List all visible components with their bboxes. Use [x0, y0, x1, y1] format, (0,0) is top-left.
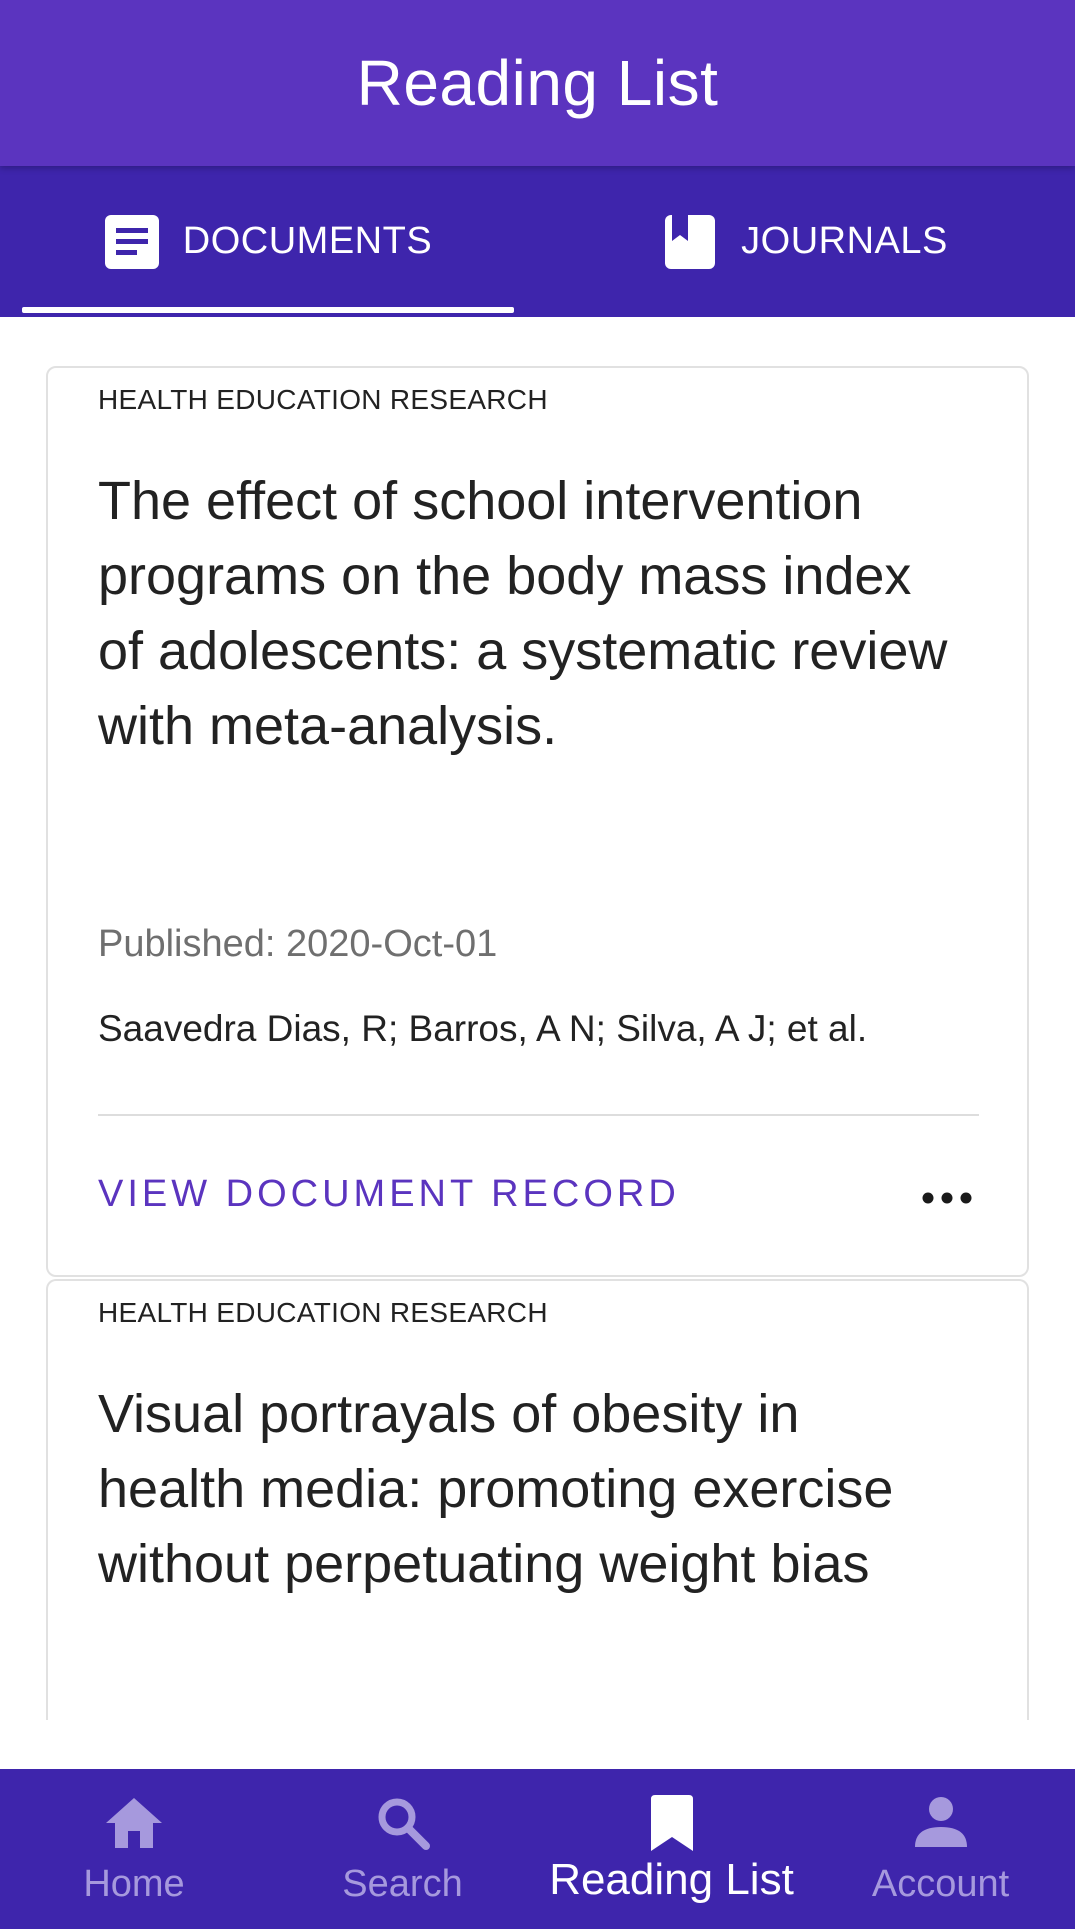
bottom-navigation: [0, 1769, 1075, 1929]
nav-item-search[interactable]: [268, 1769, 537, 1929]
tab-journals[interactable]: [537, 166, 1074, 317]
view-document-record-button[interactable]: VIEW DOCUMENT RECORD: [98, 1173, 680, 1215]
published-date: Published: 2020-Oct-01: [98, 923, 498, 965]
nav-label-home: Home: [83, 1863, 185, 1905]
account-icon: [911, 1795, 971, 1851]
tab-documents[interactable]: [0, 166, 537, 317]
card-divider: [98, 1114, 979, 1116]
document-list: [0, 317, 1075, 1720]
bookmark-book-icon: [663, 215, 717, 269]
tab-journals-label: JOURNALS: [741, 220, 948, 262]
page-title: Reading List: [356, 47, 719, 119]
document-card: [46, 366, 1029, 1277]
document-card: [46, 1279, 1029, 1720]
document-title: The effect of school intervention programs on the body mass index of adolescents: a systematic review with meta-analysis.: [98, 471, 948, 756]
nav-label-reading-list: Reading List: [549, 1855, 794, 1904]
nav-item-account[interactable]: [806, 1769, 1075, 1929]
journal-name: HEALTH EDUCATION RESEARCH: [98, 1297, 548, 1328]
nav-item-reading-list[interactable]: [537, 1769, 806, 1929]
journal-name: HEALTH EDUCATION RESEARCH: [98, 384, 548, 415]
app-header: [0, 0, 1075, 166]
tab-documents-label: DOCUMENTS: [182, 220, 433, 262]
document-title: Visual portrayals of obesity in health media: promoting exercise without perpetuating weight bias: [98, 1384, 894, 1594]
more-options-button[interactable]: [917, 1176, 977, 1220]
nav-label-search: Search: [342, 1863, 463, 1905]
nav-label-account: Account: [871, 1863, 1010, 1905]
search-icon: [373, 1795, 433, 1851]
authors: Saavedra Dias, R; Barros, A N; Silva, A J; et al.: [98, 1008, 868, 1049]
nav-item-home[interactable]: [0, 1769, 268, 1929]
bookmark-icon: [642, 1795, 702, 1851]
more-horizontal-icon: [922, 1192, 972, 1204]
tab-bar: [0, 166, 1075, 317]
document-icon: [105, 215, 159, 269]
active-tab-indicator: [22, 307, 514, 313]
home-icon: [104, 1795, 164, 1851]
